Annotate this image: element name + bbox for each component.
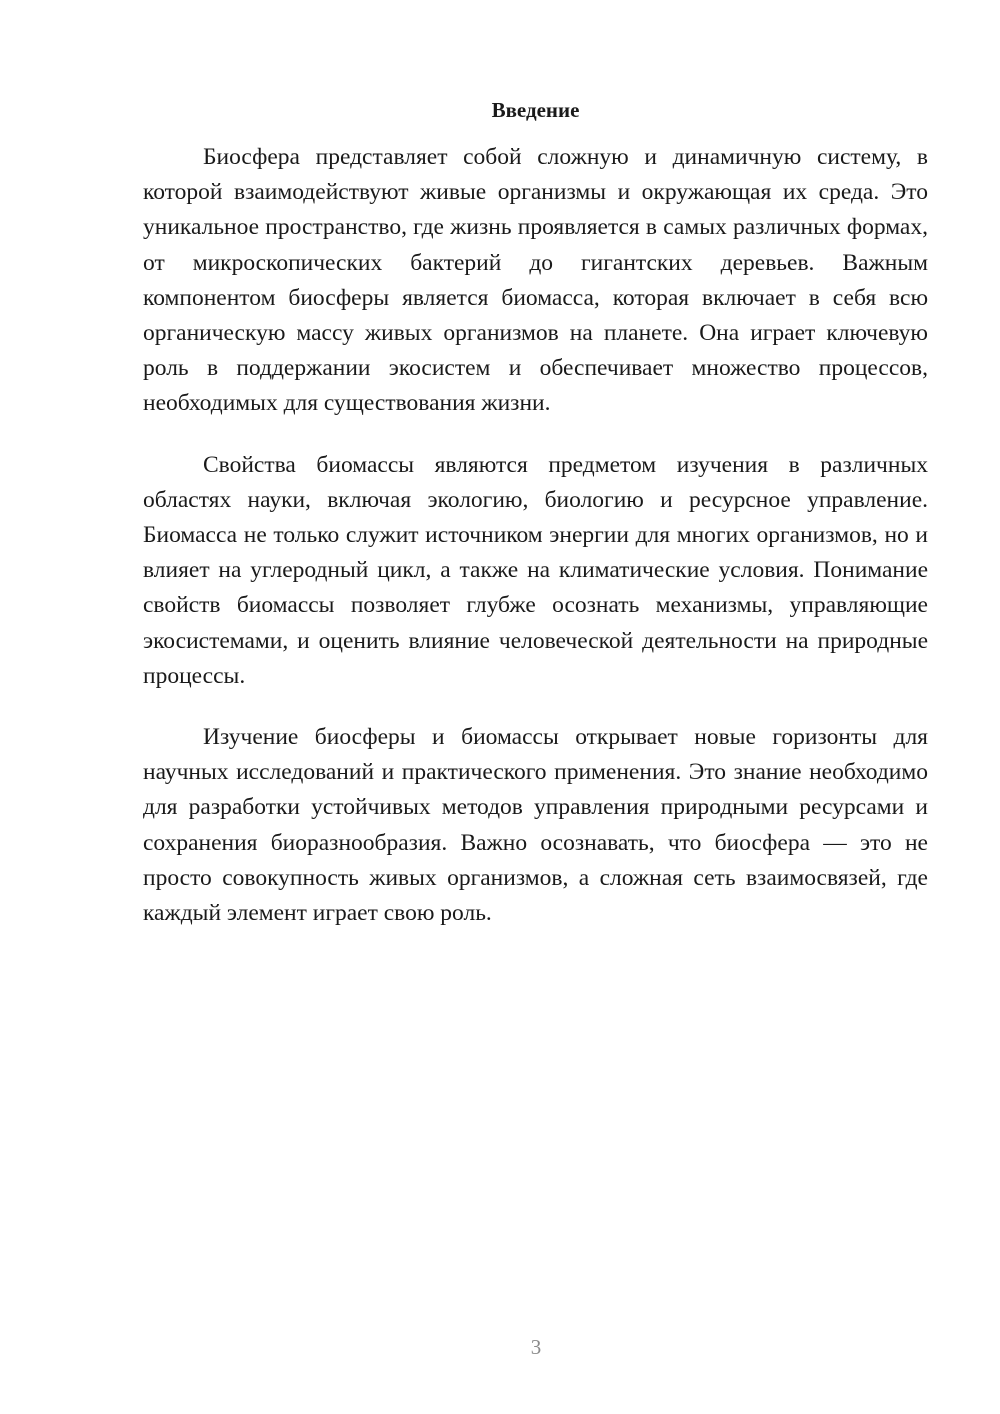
paragraph-intro-biosphere: Биосфера представляет собой сложную и динамичную систему, в которой взаимодействуют живые организмы и окружающая их среда. Это уникальное пространство, где жизнь проявляется в самых различных формах, от микроскопических бактерий до гигантских деревьев. Важным компонентом биосферы является биомасса, которая включает в себя всю органическую массу живых организмов на планете. Она играет ключевую роль в поддержании экосистем и обеспечивает множество процессов, необходимых для существования жизни. [143,144,928,417]
page-content [143,94,928,957]
section-heading: Введение [491,98,580,122]
page-number: 3 [530,1335,542,1359]
paragraph-research-horizons: Изучение биосферы и биомассы открывает новые горизонты для научных исследований и практического применения. Это знание необходимо для разработки устойчивых методов управления природными ресурсами и сохранения биоразнообразия. Важно осознавать, что биосфера — это не просто совокупность живых организмов, а сложная сеть взаимосвязей, где каждый элемент играет свою роль. [143,724,928,927]
paragraph-biomass-properties: Свойства биомассы являются предметом изучения в различных областях науки, включая экологию, биологию и ресурсное управление. Биомасса не только служит источником энергии для многих организмов, но и влияет на углеродный цикл, а также на климатические условия. Понимание свойств биомассы позволяет глубже осознать механизмы, управляющие экосистемами, и оценить влияние человеческой деятельности на природные процессы. [143,451,928,689]
